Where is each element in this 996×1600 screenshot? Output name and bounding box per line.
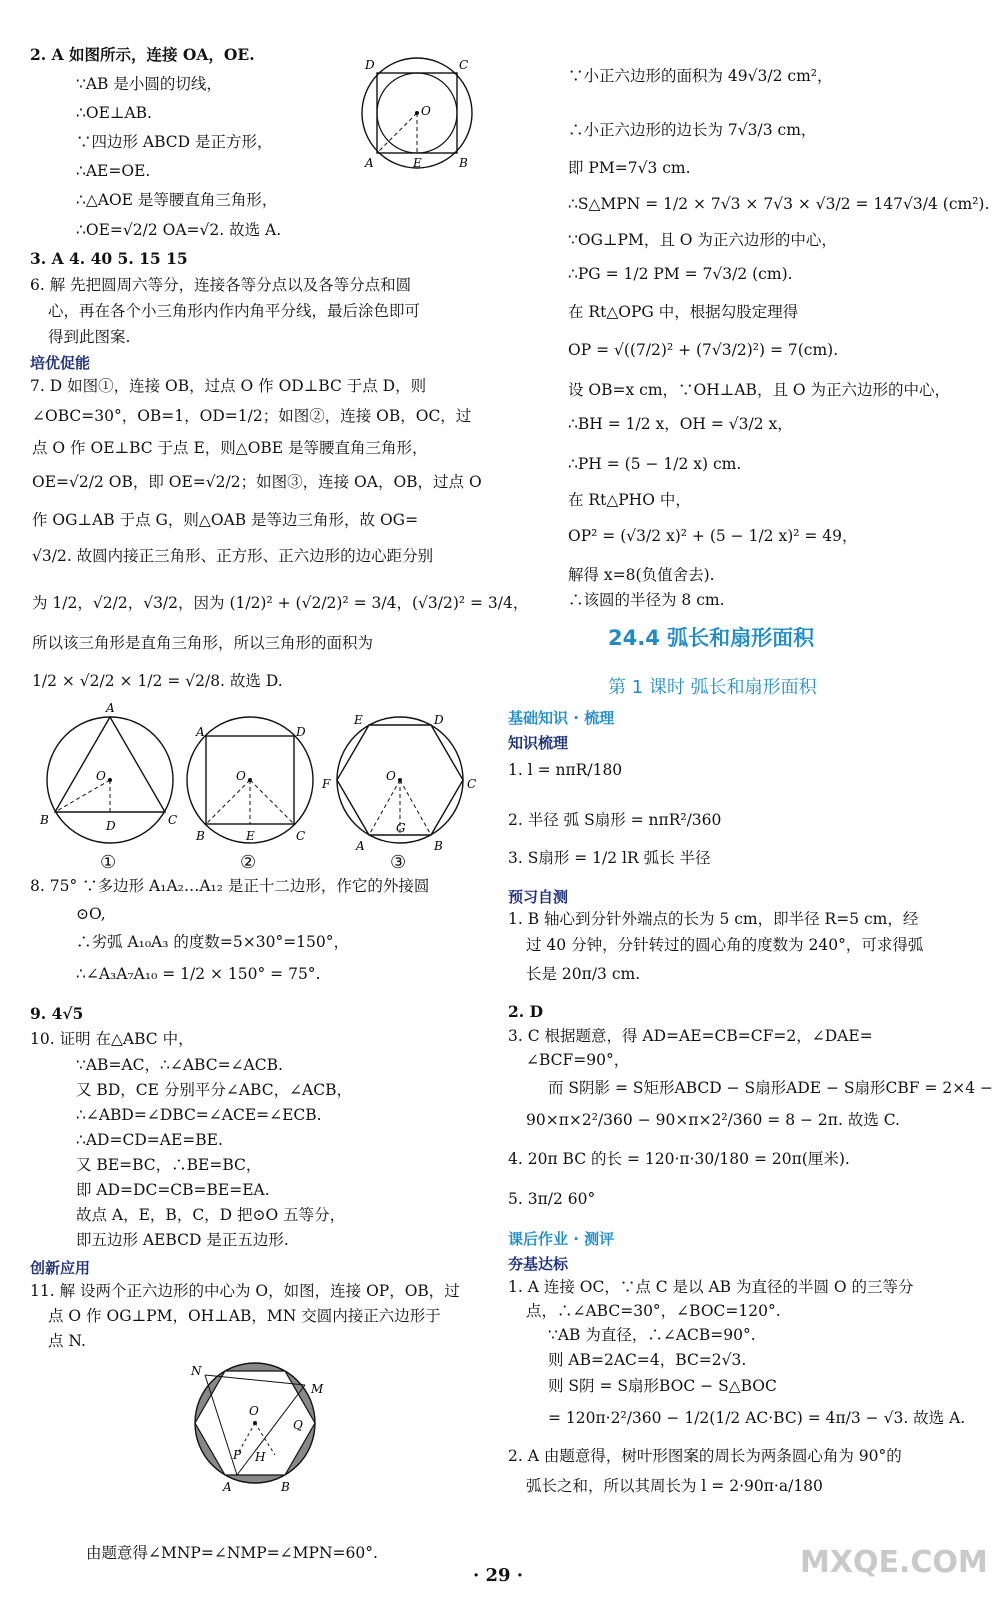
svg-text:E: E bbox=[413, 156, 422, 170]
svg-text:A: A bbox=[196, 725, 205, 739]
svg-text:D: D bbox=[106, 819, 116, 833]
answer-line: 2. A 由题意得，树叶形图案的周长为两条圆心角为 90°的 bbox=[508, 1447, 902, 1465]
answer-line: ∠BCF=90°， bbox=[526, 1051, 630, 1069]
answer-line: ∴OE⊥AB. bbox=[76, 104, 152, 122]
answer-line: 4. 20π BC 的长 = 120·π·30/180 = 20π(厘米). bbox=[508, 1150, 850, 1168]
answer-line: ∵四边形 ABCD 是正方形， bbox=[76, 133, 273, 151]
answer-line: 又 BE=BC，∴BE=BC， bbox=[76, 1156, 262, 1174]
svg-text:A: A bbox=[223, 1480, 232, 1494]
answer-line: 即 AD=DC=CB=BE=EA. bbox=[76, 1181, 270, 1199]
lesson-title: 第 1 课时 弧长和扇形面积 bbox=[608, 677, 817, 698]
answer-line: ∴小正六边形的边长为 7√3/3 cm， bbox=[568, 121, 817, 139]
answer-line: = 120π·2²/360 − 1/2(1/2 AC·BC) = 4π/3 − √3. 故选 A. bbox=[548, 1409, 966, 1427]
svg-text:F: F bbox=[322, 777, 331, 791]
svg-text:O: O bbox=[96, 769, 106, 783]
svg-text:D: D bbox=[434, 713, 444, 727]
svg-text:O: O bbox=[386, 769, 396, 783]
answer-line: 1. l = nπR/180 bbox=[508, 761, 623, 779]
answer-line: ∴OE=√2/2 OA=√2. 故选 A. bbox=[76, 221, 282, 239]
svg-text:B: B bbox=[459, 156, 468, 170]
svg-text:B: B bbox=[196, 829, 205, 843]
answer-line: 长是 20π/3 cm. bbox=[526, 965, 641, 983]
answer-line: 2. A 如图所示，连接 OA，OE. bbox=[30, 45, 255, 64]
answer-line: ∵小正六边形的面积为 49√3/2 cm²， bbox=[568, 67, 833, 85]
answer-line: OP = √((7/2)² + (7√3/2)²) = 7(cm). bbox=[568, 341, 839, 359]
page-number: · 29 · bbox=[472, 1565, 524, 1586]
answer-line: 得到此图案. bbox=[48, 328, 131, 346]
answer-line: 点 N. bbox=[48, 1332, 86, 1350]
answer-line: 则 S阴 = S扇形BOC − S△BOC bbox=[548, 1377, 777, 1395]
figure-label: ② bbox=[240, 852, 257, 873]
answer-line: 3. A 4. 40 5. 15 15 bbox=[30, 249, 188, 268]
answer-line: 为 1/2，√2/2，√3/2，因为 (1/2)² + (√2/2)² = 3/4，(√3/2)² = 3/4， bbox=[32, 594, 529, 612]
answer-line: ∵AB 是小圆的切线， bbox=[76, 75, 222, 93]
answer-line: 即 PM=7√3 cm. bbox=[568, 159, 691, 177]
answer-line: ⊙O, bbox=[76, 905, 106, 923]
answer-line: 在 Rt△PHO 中， bbox=[568, 491, 691, 509]
answer-line: 设 OB=x cm，∵OH⊥AB，且 O 为正六边形的中心， bbox=[568, 381, 951, 399]
section-heading: 基础知识 · 梳理 bbox=[508, 709, 615, 727]
svg-text:B: B bbox=[281, 1480, 290, 1494]
answer-line: 9. 4√5 bbox=[30, 1004, 84, 1023]
svg-text:C: C bbox=[467, 777, 477, 791]
svg-text:H: H bbox=[255, 1450, 266, 1464]
answer-line: 2. D bbox=[508, 1002, 544, 1021]
answer-line: 所以该三角形是直角三角形，所以三角形的面积为 bbox=[32, 634, 374, 652]
svg-text:P: P bbox=[233, 1448, 242, 1462]
answer-line: ∴BH = 1/2 x，OH = √3/2 x， bbox=[568, 415, 793, 433]
svg-text:B: B bbox=[434, 839, 443, 853]
answer-line: 解得 x=8(负值舍去). bbox=[568, 566, 715, 584]
answer-line: ∵AB=AC，∴∠ABC=∠ACB. bbox=[76, 1056, 283, 1074]
answer-line: OP² = (√3/2 x)² + (5 − 1/2 x)² = 49， bbox=[568, 527, 858, 545]
answer-line: 1. B 轴心到分针外端点的长为 5 cm，即半径 R=5 cm，经 bbox=[508, 910, 919, 928]
section-title: 24.4 弧长和扇形面积 bbox=[608, 626, 815, 650]
answer-line: 11. 解 设两个正六边形的中心为 O，如图，连接 OP，OB，过 bbox=[30, 1282, 460, 1300]
answer-line: OE=√2/2 OB，即 OE=√2/2；如图③，连接 OA，OB，过点 O bbox=[32, 473, 482, 491]
answer-line: 弧长之和，所以其周长为 l = 2·90π·a/180 bbox=[526, 1477, 823, 1495]
svg-text:A: A bbox=[106, 701, 115, 715]
answer-line: ∴PG = 1/2 PM = 7√3/2 (cm). bbox=[568, 265, 793, 283]
answer-line: ∴该圆的半径为 8 cm. bbox=[568, 591, 725, 609]
svg-text:E: E bbox=[354, 713, 363, 727]
svg-text:N: N bbox=[191, 1364, 202, 1378]
answer-line: ∠OBC=30°，OB=1，OD=1/2；如图②，连接 OB，OC，过 bbox=[32, 407, 472, 425]
section-heading: 预习自测 bbox=[508, 888, 569, 906]
answer-line: 故点 A，E，B，C，D 把⊙O 五等分， bbox=[76, 1206, 346, 1224]
square-in-circle-figure bbox=[355, 55, 485, 175]
answer-line: ∴△AOE 是等腰直角三角形， bbox=[76, 191, 278, 209]
answer-line: ∴AD=CD=AE=BE. bbox=[76, 1131, 223, 1149]
answer-line: ∴AE=OE. bbox=[76, 162, 151, 180]
svg-text:G: G bbox=[396, 821, 406, 835]
svg-text:O: O bbox=[236, 769, 246, 783]
answer-line: ∴劣弧 A₁₀A₃ 的度数=5×30°=150°， bbox=[76, 933, 350, 951]
svg-text:A: A bbox=[356, 839, 365, 853]
section-heading: 夯基达标 bbox=[508, 1255, 569, 1273]
answer-line: 点 O 作 OG⊥PM，OH⊥AB，MN 交圆内接正六边形于 bbox=[48, 1307, 441, 1325]
answer-line: 1. A 连接 OC，∵点 C 是以 AB 为直径的半圆 O 的三等分 bbox=[508, 1278, 914, 1296]
svg-text:E: E bbox=[246, 829, 255, 843]
answer-line: 即五边形 AEBCD 是正五边形. bbox=[76, 1231, 289, 1249]
answer-line: ∴PH = (5 − 1/2 x) cm. bbox=[568, 455, 742, 473]
answer-line: √3/2. 故圆内接正三角形、正方形、正六边形的边心距分别 bbox=[32, 547, 434, 565]
answer-line: 在 Rt△OPG 中，根据勾股定理得 bbox=[568, 303, 799, 321]
answer-line: 过 40 分钟，分针转过的圆心角的度数为 240°，可求得弧 bbox=[526, 936, 924, 954]
watermark-logo: MXQE.COM bbox=[800, 1545, 988, 1580]
svg-text:O: O bbox=[249, 1404, 259, 1418]
answer-line: 90×π×2²/360 − 90×π×2²/360 = 8 − 2π. 故选 C. bbox=[526, 1111, 900, 1129]
answer-line: 6. 解 先把圆周六等分，连接各等分点以及各等分点和圆 bbox=[30, 276, 412, 294]
answer-line: 3. C 根据题意，得 AD=AE=CB=CF=2，∠DAE= bbox=[508, 1027, 873, 1045]
answer-line: 则 AB=2AC=4，BC=2√3. bbox=[548, 1351, 747, 1369]
answer-line: ∵AB 为直径，∴∠ACB=90°. bbox=[548, 1326, 756, 1344]
section-heading: 培优促能 bbox=[30, 354, 91, 372]
answer-line: 又 BD，CE 分别平分∠ABC，∠ACB， bbox=[76, 1081, 352, 1099]
answer-line: ∴S△MPN = 1/2 × 7√3 × 7√3 × √3/2 = 147√3/4 (cm²). bbox=[568, 195, 990, 213]
answer-line: ∴∠ABD=∠DBC=∠ACE=∠ECB. bbox=[76, 1106, 322, 1124]
answer-line: 3. S扇形 = 1/2 lR 弧长 半径 bbox=[508, 849, 711, 867]
figure-label: ③ bbox=[390, 852, 407, 873]
svg-text:M: M bbox=[311, 1382, 324, 1396]
answer-line: ∴∠A₃A₇A₁₀ = 1/2 × 150° = 75°. bbox=[76, 965, 321, 983]
hexagons-figure bbox=[185, 1355, 335, 1495]
svg-text:D: D bbox=[296, 725, 306, 739]
svg-text:A: A bbox=[365, 156, 374, 170]
svg-text:D: D bbox=[365, 58, 375, 72]
answer-line: ∵OG⊥PM，且 O 为正六边形的中心， bbox=[568, 231, 837, 249]
section-heading: 创新应用 bbox=[30, 1259, 91, 1277]
answer-line: 而 S阴影 = S矩形ABCD − S扇形ADE − S扇形CBF = 2×4 − bbox=[548, 1079, 993, 1097]
answer-line: 2. 半径 弧 S扇形 = nπR²/360 bbox=[508, 811, 722, 829]
section-heading: 课后作业 · 测评 bbox=[508, 1230, 615, 1248]
answer-line: 5. 3π/2 60° bbox=[508, 1190, 596, 1208]
answer-line: 作 OG⊥AB 于点 G，则△OAB 是等边三角形，故 OG= bbox=[32, 511, 419, 529]
section-heading: 知识梳理 bbox=[508, 734, 569, 752]
svg-text:O: O bbox=[421, 104, 431, 118]
figure-label: ① bbox=[100, 852, 117, 873]
svg-text:C: C bbox=[168, 813, 178, 827]
answer-line: 8. 75° ∵多边形 A₁A₂…A₁₂ 是正十二边形，作它的外接圆 bbox=[30, 877, 430, 895]
answer-line: 10. 证明 在△ABC 中， bbox=[30, 1030, 194, 1048]
answer-line: 由题意得∠MNP=∠NMP=∠MPN=60°. bbox=[86, 1544, 378, 1562]
answer-line: 点 O 作 OE⊥BC 于点 E，则△OBE 是等腰直角三角形， bbox=[32, 439, 428, 457]
answer-line: 点，∴∠ABC=30°，∠BOC=120°. bbox=[526, 1302, 781, 1320]
answer-line: 7. D 如图①，连接 OB，过点 O 作 OD⊥BC 于点 D，则 bbox=[30, 377, 427, 395]
svg-text:C: C bbox=[459, 58, 469, 72]
answer-line: 1/2 × √2/2 × 1/2 = √2/8. 故选 D. bbox=[32, 672, 283, 690]
svg-text:C: C bbox=[296, 829, 306, 843]
inscribed-polygons-figures bbox=[30, 700, 477, 870]
svg-text:B: B bbox=[40, 813, 49, 827]
svg-text:Q: Q bbox=[293, 1418, 303, 1432]
answer-line: 心，再在各个小三角形内作内角平分线，最后涂色即可 bbox=[48, 302, 421, 320]
